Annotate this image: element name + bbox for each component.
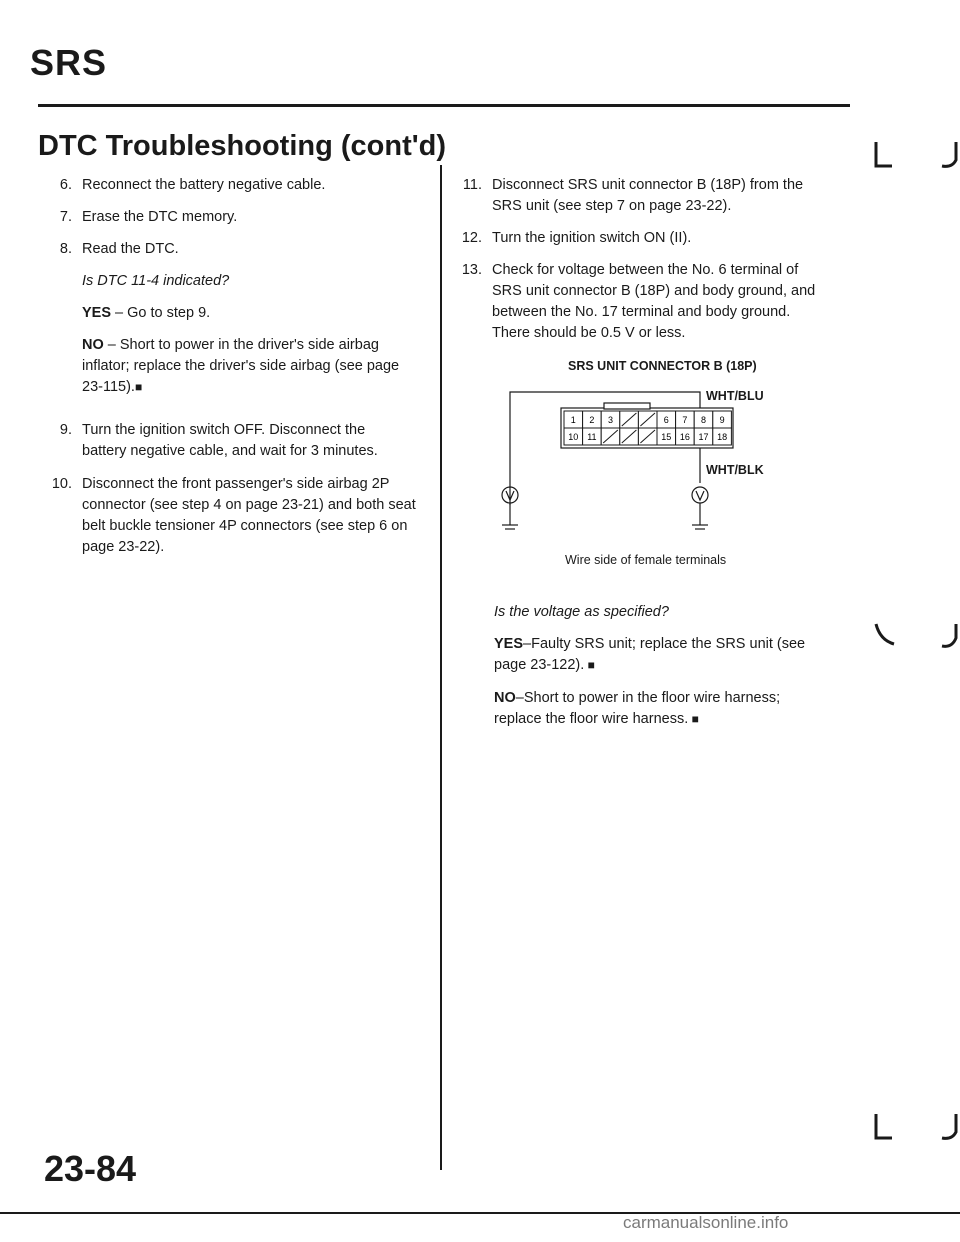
step-number: 11. [462, 177, 482, 193]
end-mark-icon: ■ [134, 380, 143, 394]
terminal-number: 2 [589, 415, 595, 425]
step-text [82, 474, 416, 558]
question-voltage: Is the voltage as specified? [494, 604, 669, 620]
terminal-number: 16 [679, 432, 690, 442]
terminal-number: 11 [587, 432, 597, 442]
step-number: 12. [461, 230, 482, 246]
diagram-caption: Wire side of female terminals [565, 553, 727, 567]
yes-text-line2: page 23-122). [494, 657, 585, 673]
step-number: 10. [51, 476, 72, 492]
step-text [492, 175, 803, 217]
end-mark-icon: ■ [584, 658, 595, 672]
margin-marker [868, 138, 960, 178]
step-line: SRS unit (see step 7 on page 23-22). [492, 198, 732, 214]
no-text-line1: Short to power in the floor wire harness; [523, 690, 781, 706]
column-divider [440, 165, 442, 1170]
watermark: carmanualsonline.info [623, 1213, 789, 1232]
yes-branch-2 [494, 634, 805, 676]
terminal-number: 17 [698, 432, 709, 442]
step-text [82, 420, 378, 462]
no-text-line2: replace the floor wire harness. [494, 711, 689, 727]
step-text: Erase the DTC memory. [82, 209, 238, 225]
connector-lock [604, 403, 650, 409]
dash: – [103, 337, 120, 353]
yes-label: YES [82, 305, 112, 321]
step-number: 8. [59, 241, 72, 257]
terminal-number: 7 [682, 415, 688, 425]
page-number: 23-84 [44, 1148, 137, 1189]
terminal-number: 3 [607, 415, 614, 425]
step-line: battery negative cable, and wait for 3 minutes. [82, 443, 378, 459]
no-branch-1 [82, 335, 399, 398]
step-line: SRS unit connector B (18P) and body ground, and [492, 283, 816, 299]
step-line: Turn the ignition switch OFF. Disconnect the [82, 422, 366, 438]
section-title: SRS [30, 42, 108, 83]
no-text-line2: inflator; replace the driver's side airbag (see page [82, 358, 400, 374]
step-line: There should be 0.5 V or less. [492, 325, 686, 341]
step-line: Check for voltage between the No. 6 terminal of [492, 262, 799, 278]
no-text-line1: Short to power in the driver's side airbag [119, 337, 379, 353]
yes-label: YES [494, 636, 524, 652]
question-dtc: Is DTC 11-4 indicated? [82, 273, 230, 289]
no-label: NO [82, 337, 104, 353]
yes-text-line1: Faulty SRS unit; replace the SRS unit (see [531, 636, 806, 652]
terminal-number: 6 [663, 415, 669, 425]
step-line: Disconnect SRS unit connector B (18P) from the [492, 177, 804, 193]
step-line: between the No. 17 terminal and body ground. [492, 304, 791, 320]
terminal-number: 15 [661, 432, 672, 442]
step-text: Reconnect the battery negative cable. [82, 177, 326, 193]
terminal-number: 9 [719, 415, 725, 425]
header-rule [38, 104, 850, 107]
end-mark-icon: ■ [688, 712, 699, 726]
wire-label-top: WHT/BLU [706, 389, 764, 403]
wire-label-bottom: WHT/BLK [706, 463, 764, 477]
page-title: DTC Troubleshooting (cont'd) [38, 130, 446, 162]
terminal-number: 1 [570, 415, 576, 425]
no-label: NO [494, 690, 516, 706]
terminal-number: 8 [700, 415, 707, 425]
margin-marker [870, 618, 960, 658]
terminal-grid [564, 411, 731, 445]
step-line: Disconnect the front passenger's side airbag 2P [82, 476, 390, 492]
step-line: belt buckle tensioner 4P connectors (see step 6 on [82, 518, 408, 534]
step-line: connector (see step 4 on page 23-21) and both seat [82, 497, 416, 513]
step-number: 6. [59, 177, 72, 193]
terminal-number: 18 [717, 432, 728, 442]
step-number: 9. [59, 422, 72, 438]
diagram-title: SRS UNIT CONNECTOR B (18P) [568, 359, 757, 373]
no-branch-2 [494, 688, 780, 730]
margin-marker [870, 1110, 960, 1150]
step-text: Turn the ignition switch ON (II). [492, 230, 692, 246]
dash: – [111, 305, 128, 321]
step-text [492, 260, 815, 344]
no-text-line3: 23-115). [82, 379, 135, 395]
step-number: 7. [59, 209, 72, 225]
dash: – [515, 690, 524, 706]
step-number: 13. [461, 262, 482, 278]
connector-diagram [495, 375, 745, 545]
step-text: Read the DTC. [82, 241, 179, 257]
dash: – [523, 636, 532, 652]
yes-branch-1 [82, 303, 210, 324]
footer-rule [0, 1212, 960, 1214]
terminal-number: 10 [568, 432, 579, 442]
step-line: page 23-22). [82, 539, 165, 555]
yes-text: Go to step 9. [127, 305, 211, 321]
